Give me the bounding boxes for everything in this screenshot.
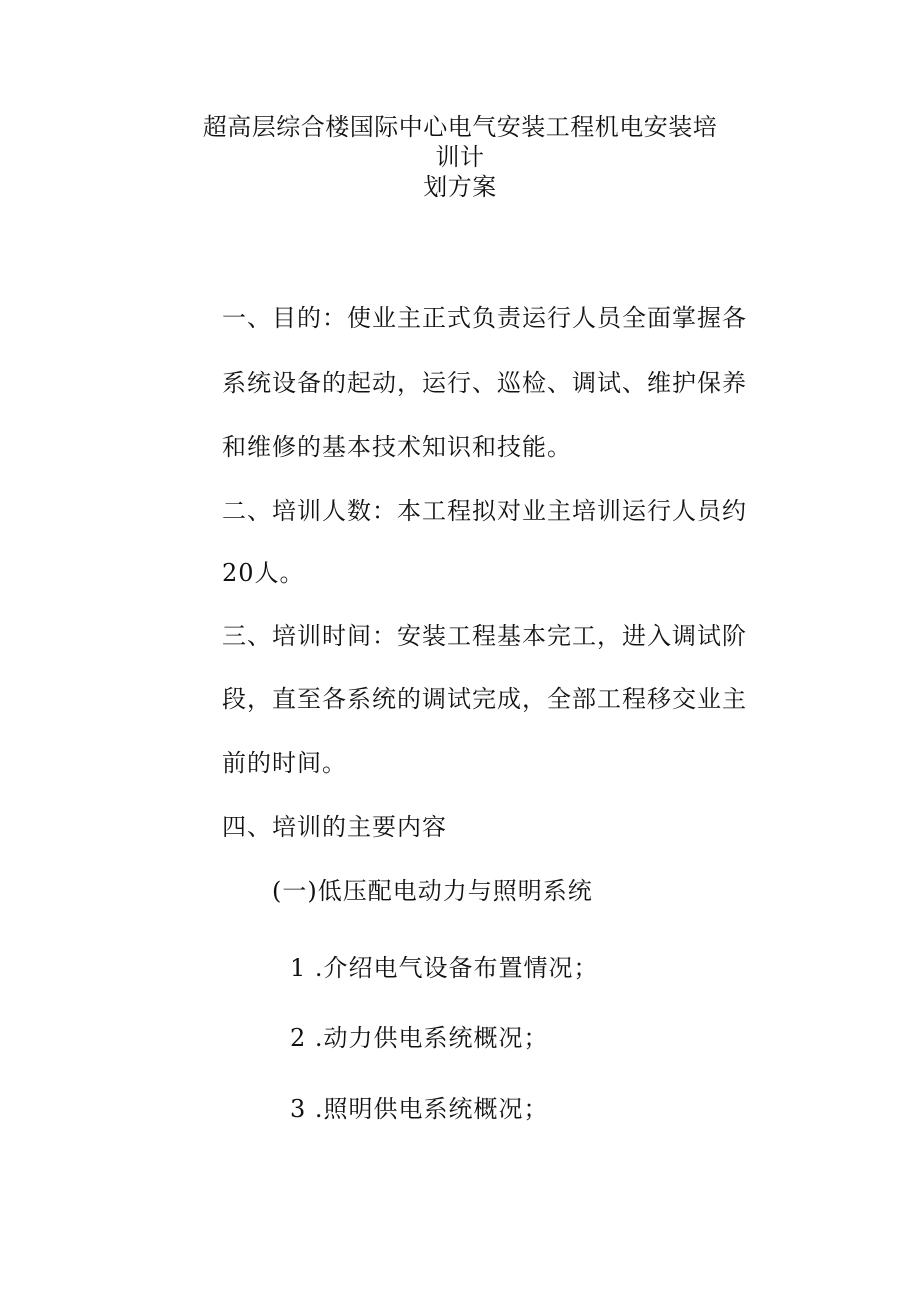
title-line-3: 划方案	[423, 173, 497, 201]
headcount-line-1: 二、培训人数：本工程拟对业主培训运行人员约	[222, 497, 747, 525]
list-item-3: 3 .照明供电系统概况；	[290, 1095, 549, 1123]
purpose-line-3: 和维修的基本技术知识和技能。	[222, 433, 572, 461]
list-item-1: 1 .介绍电气设备布置情况；	[290, 954, 599, 982]
list-item-2: 2 .动力供电系统概况；	[290, 1024, 549, 1052]
purpose-line-2: 系统设备的起动，运行、巡检、调试、维护保养	[222, 369, 747, 397]
purpose-line-1: 一、目的：使业主正式负责运行人员全面掌握各	[222, 304, 747, 332]
title-line-2: 训计	[435, 143, 485, 171]
content-heading: 四、培训的主要内容	[222, 813, 447, 841]
title-line-1: 超高层综合楼国际中心电气安装工程机电安装培	[202, 113, 718, 141]
headcount-line-2: 20人。	[222, 559, 305, 587]
subsection-heading: (一)低压配电动力与照明系统	[272, 877, 593, 905]
time-line-2: 段，直至各系统的调试完成，全部工程移交业主	[222, 685, 747, 713]
document-title	[0, 112, 920, 202]
time-line-1: 三、培训时间：安装工程基本完工，进入调试阶	[222, 622, 747, 650]
time-line-3: 前的时间。	[222, 749, 347, 777]
